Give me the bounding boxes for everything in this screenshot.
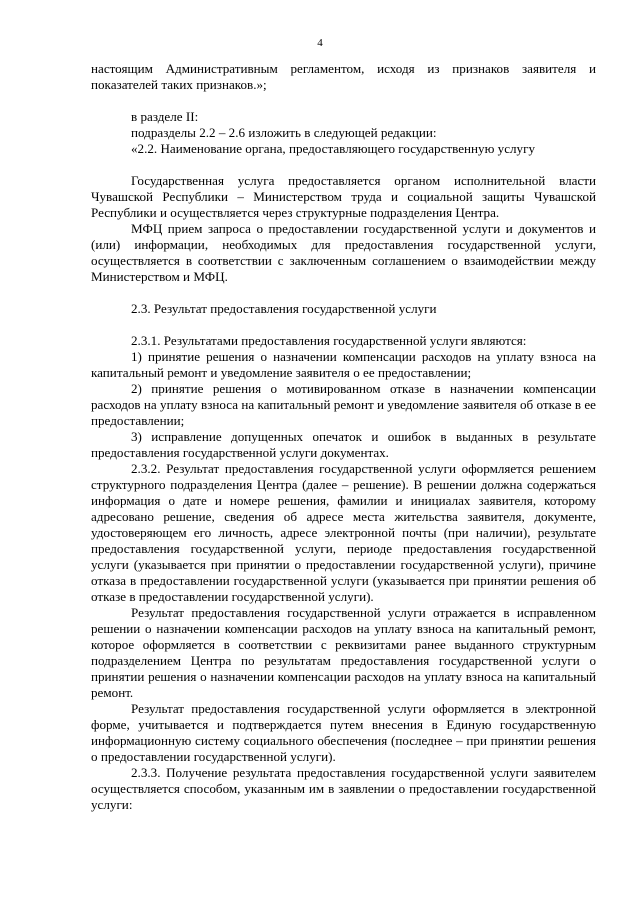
spacer [91,93,596,109]
section-heading: «2.2. Наименование органа, предоставляющего государственную услугу [131,141,536,156]
paragraph: 2.3.1. Результатами предоставления государственной услуги являются: [131,333,527,348]
paragraph: 2.3.3. Получение результата предоставления государственной услуги заявителем осуществляется способом, указанным им в заявлении о предоставлении государственной услуги: [91,765,596,812]
paragraph: Результат предоставления государственной услуги отражается в исправленном решении о назначении компенсации расходов на уплату взноса на капитальный ремонт, которое оформляется в соответствии с реквизитами ранее выданного структурным подразделением Центра по результатам предоставления государственной услуги о принятии решения о назначении компенсации расходов на уплату взноса на капитальный ремонт. [91,605,596,700]
spacer [91,157,596,173]
spacer [91,285,596,301]
list-item: 3) исправление допущенных опечаток и ошибок в выданных в результате предоставления государственной услуги документах. [91,429,596,460]
section-heading: 2.3. Результат предоставления государственной услуги [131,301,437,316]
list-item: 1) принятие решения о назначении компенсации расходов на уплату взноса на капитальный ремонт и уведомление заявителя о ее предоставлении; [91,349,596,380]
paragraph: МФЦ прием запроса о предоставлении государственной услуги и документов и (или) информации, необходимых для предоставления государственной услуги, осуществляется в соответствии с заключенным соглашением о взаимодействии между Министерством и МФЦ. [91,221,596,284]
page-number: 4 [317,37,323,49]
list-item: 2) принятие решения о мотивированном отказе в назначении компенсации расходов на уплату взноса на капитальный ремонт и уведомление заявителя об отказе в ее предоставлении; [91,381,596,428]
paragraph: Государственная услуга предоставляется органом исполнительной власти Чувашской Республики – Министерством труда и социальной защиты Чувашской Республики и осуществляется через структурные подразделения Центра. [91,173,596,220]
paragraph: подразделы 2.2 – 2.6 изложить в следующей редакции: [131,125,437,140]
paragraph: в разделе II: [131,109,199,124]
paragraph: 2.3.2. Результат предоставления государственной услуги оформляется решением структурного подразделения Центра (далее – решение). В решении должна содержаться информация о дате и номере решения, фамилии и инициалах заявителя, которому адресовано решение, сведения об адресе места жительства заявителя, документе, удостоверяющем его личность, адресе электронной почты (при наличии), результате предоставления государственной услуги, периоде предоставления государственной услуги (указывается при принятии о предоставлении государственной услуги), причине отказа в предоставлении государственной услуги (указывается при принятии решения об отказе в предоставлении государственной услуги). [91,461,596,604]
document-body [91,61,596,813]
spacer [91,317,596,333]
paragraph: настоящим Административным регламентом, исходя из признаков заявителя и показателей таких признаков.»; [91,61,596,92]
paragraph: Результат предоставления государственной услуги оформляется в электронной форме, учитывается и подтверждается путем внесения в Единую государственную информационную систему социального обеспечения (последнее – при принятии решения о предоставлении государственной услуги). [91,701,596,764]
